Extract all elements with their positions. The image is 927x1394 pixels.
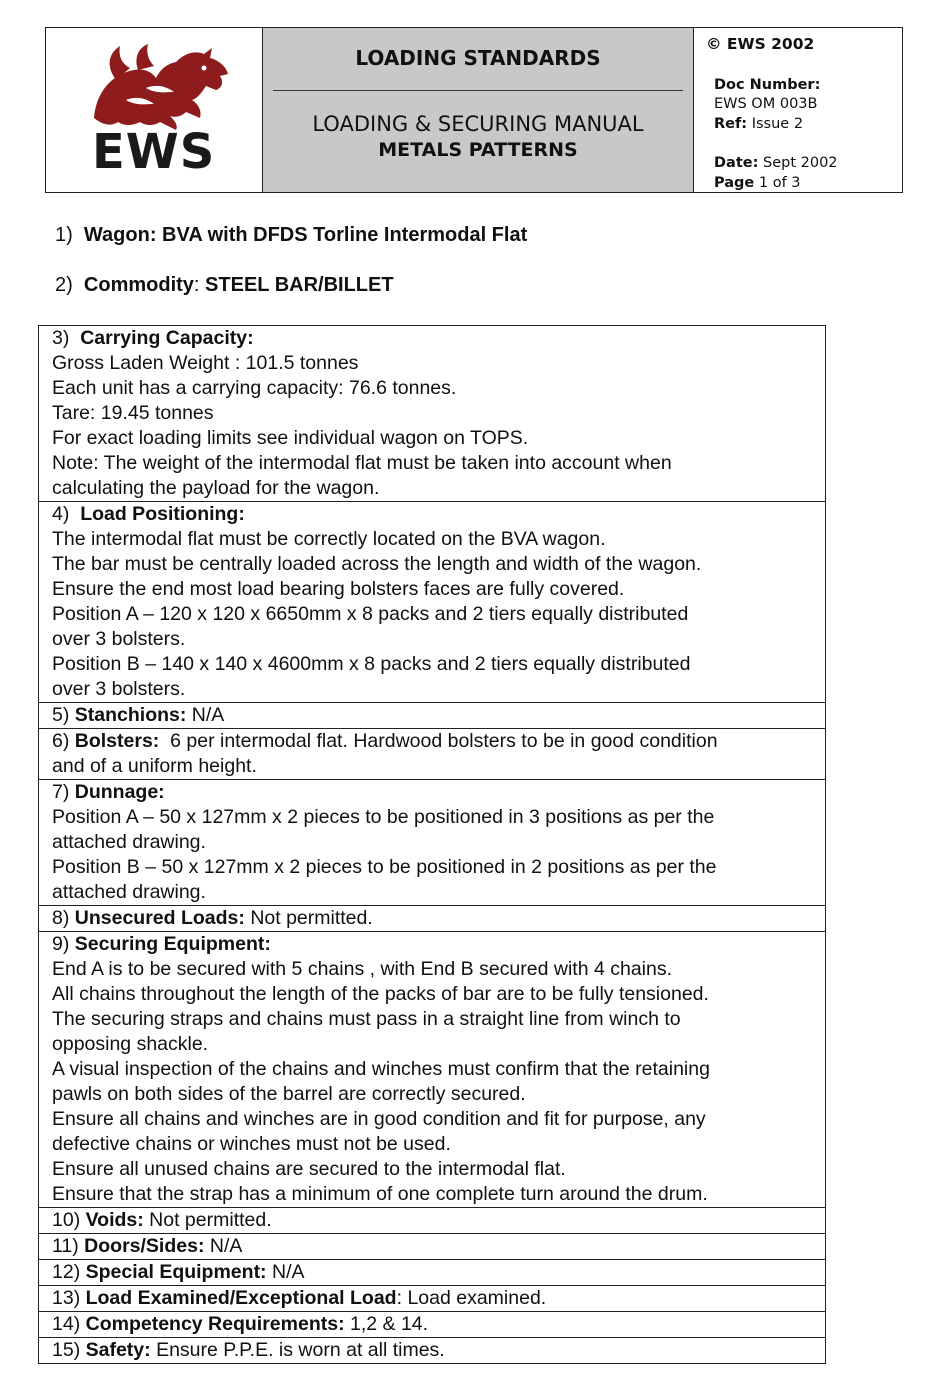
row-securing-equipment (39, 932, 825, 1208)
loading-standards-title: LOADING STANDARDS (355, 46, 601, 70)
item-commodity (55, 274, 394, 297)
row-line: Each unit has a carrying capacity: 76.6 tonnes. (52, 377, 457, 399)
row-separator: : (396, 1287, 403, 1309)
row-number: 5) (52, 704, 70, 726)
row-heading: Bolsters: (74, 730, 160, 752)
row-safety (39, 1338, 825, 1363)
loading-spec-table (38, 325, 826, 1364)
row-line: Gross Laden Weight : 101.5 tonnes (52, 352, 359, 374)
copyright: © EWS 2002 (706, 35, 815, 53)
page-line (714, 175, 801, 191)
page-value: 1 of 3 (758, 175, 801, 191)
row-line: For exact loading limits see individual wagon on TOPS. (52, 427, 529, 449)
row-bolsters (39, 729, 825, 780)
row-number: 11) (52, 1235, 79, 1257)
ref-label: Ref: (714, 116, 748, 132)
row-dunnage (39, 780, 825, 906)
row-heading: Doors/Sides: (84, 1235, 205, 1257)
row-value: Ensure P.P.E. is worn at all times. (156, 1339, 445, 1361)
date-value: Sept 2002 (763, 155, 838, 171)
commodity-label: Commodity (83, 274, 194, 296)
row-number: 15) (52, 1339, 81, 1361)
row-line: attached drawing. (52, 831, 206, 853)
date-line (714, 155, 838, 171)
item-number: 1) (55, 224, 73, 246)
page-label: Page (714, 175, 755, 191)
row-heading: Unsecured Loads: (74, 907, 245, 929)
row-heading: Load Examined/Exceptional Load (85, 1287, 397, 1309)
row-line: Position B – 140 x 140 x 4600mm x 8 packs and 2 tiers equally distributed (52, 653, 691, 675)
row-heading: Special Equipment: (85, 1261, 267, 1283)
row-line: Ensure the end most load bearing bolsters faces are fully covered. (52, 578, 625, 600)
row-special-equipment (39, 1260, 825, 1286)
row-number: 10) (52, 1209, 81, 1231)
row-line: Position A – 50 x 127mm x 2 pieces to be positioned in 3 positions as per the (52, 806, 715, 828)
row-line: Ensure all unused chains are secured to the intermodal flat. (52, 1158, 566, 1180)
row-line: and of a uniform height. (52, 755, 257, 777)
meta-cell (694, 28, 902, 192)
row-unsecured-loads (39, 906, 825, 932)
wagon-label: Wagon: BVA with DFDS Torline Intermodal Flat (83, 224, 528, 246)
row-value: Not permitted. (149, 1209, 272, 1231)
row-line: The intermodal flat must be correctly located on the BVA wagon. (52, 528, 606, 550)
title-cell (263, 28, 694, 192)
row-line: calculating the payload for the wagon. (52, 477, 380, 499)
row-line: Tare: 19.45 tonnes (52, 402, 214, 424)
row-line: The securing straps and chains must pass in a straight line from winch to (52, 1008, 681, 1030)
commodity-value: STEEL BAR/BILLET (205, 274, 394, 296)
row-line: opposing shackle. (52, 1033, 209, 1055)
row-number: 14) (52, 1313, 81, 1335)
row-heading: Dunnage: (74, 781, 165, 803)
row-heading: Carrying Capacity: (80, 327, 254, 349)
row-heading: Stanchions: (74, 704, 187, 726)
row-line: Ensure that the strap has a minimum of one complete turn around the drum. (52, 1183, 708, 1205)
row-carrying-capacity (39, 326, 825, 502)
row-line: All chains throughout the length of the packs of bar are to be fully tensioned. (52, 983, 709, 1005)
row-number: 7) (52, 781, 70, 803)
row-competency (39, 1312, 825, 1338)
commodity-separator: : (193, 274, 206, 296)
row-number: 3) (52, 327, 70, 349)
row-value: N/A (271, 1261, 305, 1283)
row-heading: Safety: (85, 1339, 151, 1361)
row-line: defective chains or winches must not be used. (52, 1133, 451, 1155)
row-value: Load examined. (407, 1287, 547, 1309)
row-value: Not permitted. (250, 907, 373, 929)
metals-patterns-title: METALS PATTERNS (378, 139, 578, 161)
row-heading: Securing Equipment: (74, 933, 271, 955)
row-heading: Voids: (85, 1209, 144, 1231)
row-heading: Load Positioning: (80, 503, 245, 525)
ref-line (714, 116, 803, 132)
date-label: Date: (714, 155, 759, 171)
row-number: 6) (52, 730, 70, 752)
row-line: over 3 bolsters. (52, 628, 186, 650)
row-load-examined (39, 1286, 825, 1312)
row-line: Note: The weight of the intermodal flat must be taken into account when (52, 452, 672, 474)
row-line: End A is to be secured with 5 chains , with End B secured with 4 chains. (52, 958, 673, 980)
row-voids (39, 1208, 825, 1234)
row-line: pawls on both sides of the barrel are correctly secured. (52, 1083, 526, 1105)
row-number: 4) (52, 503, 70, 525)
row-value: N/A (209, 1235, 243, 1257)
row-line: The bar must be centrally loaded across the length and width of the wagon. (52, 553, 702, 575)
row-number: 9) (52, 933, 70, 955)
row-number: 8) (52, 907, 70, 929)
row-line: Ensure all chains and winches are in good condition and fit for purpose, any (52, 1108, 706, 1130)
logo-cell (46, 28, 263, 192)
row-value: 6 per intermodal flat. Hardwood bolsters to be in good condition (170, 730, 718, 752)
item-number: 2) (55, 274, 73, 296)
doc-number-value: EWS OM 003B (714, 96, 818, 112)
dragon-logo-icon (86, 40, 236, 130)
document-header (45, 27, 903, 193)
row-line: Position B – 50 x 127mm x 2 pieces to be positioned in 2 positions as per the (52, 856, 717, 878)
doc-number-label: Doc Number: (714, 77, 821, 93)
row-line: over 3 bolsters. (52, 678, 186, 700)
ref-value: Issue 2 (751, 116, 804, 132)
item-wagon (55, 224, 527, 247)
row-stanchions (39, 703, 825, 729)
row-line: attached drawing. (52, 881, 206, 903)
row-value: 1,2 & 14. (350, 1313, 429, 1335)
row-line: A visual inspection of the chains and winches must confirm that the retaining (52, 1058, 710, 1080)
logo-text: EWS (92, 124, 216, 180)
row-heading: Competency Requirements: (85, 1313, 345, 1335)
manual-title: LOADING & SECURING MANUAL (312, 112, 644, 136)
row-value: N/A (191, 704, 225, 726)
row-load-positioning (39, 502, 825, 703)
row-line: Position A – 120 x 120 x 6650mm x 8 packs and 2 tiers equally distributed (52, 603, 689, 625)
title-divider (273, 90, 683, 91)
row-number: 13) (52, 1287, 81, 1309)
row-number: 12) (52, 1261, 81, 1283)
row-doors-sides (39, 1234, 825, 1260)
